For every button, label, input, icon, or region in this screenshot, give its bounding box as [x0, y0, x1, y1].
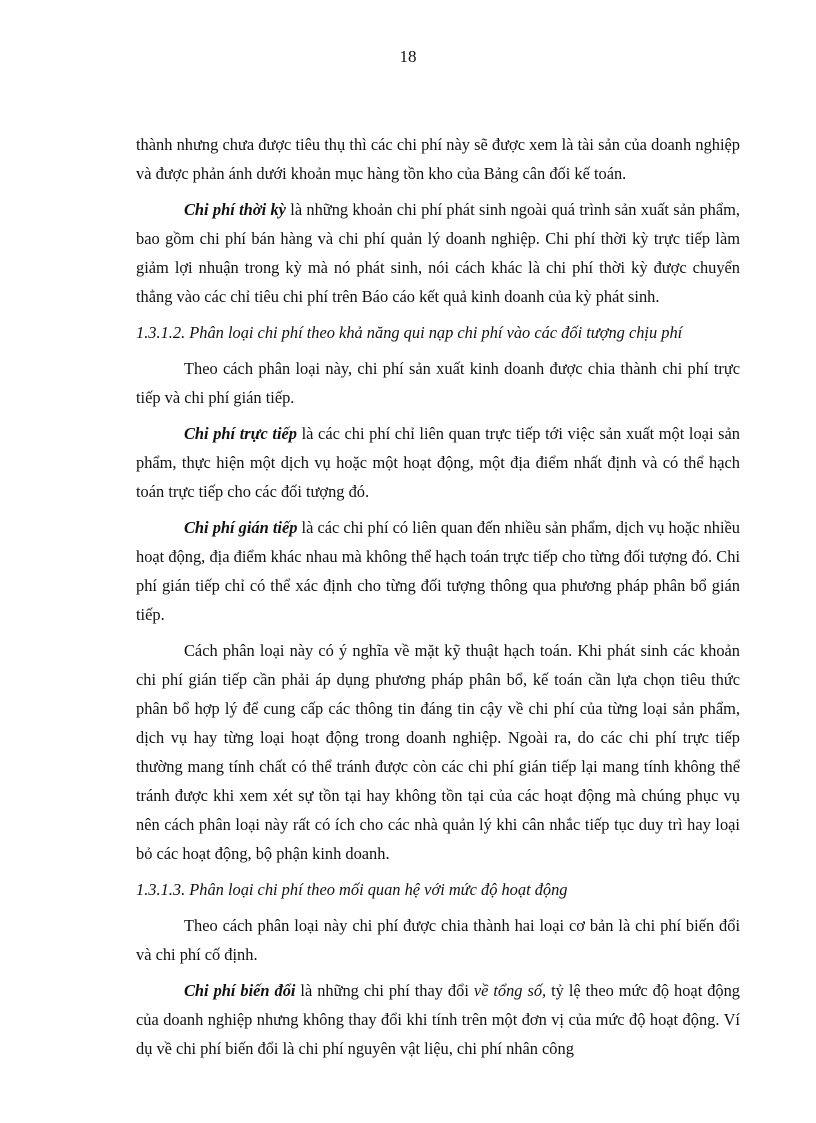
indirect-cost-definition: là các chi phí có liên quan đến nhiều sản phẩm, dịch vụ hoặc nhiều hoạt động, địa điểm khác nhau mà không thể hạch toán trực tiếp cho từng đối tượng đó. Chi phí gián tiếp chỉ có thể xác định cho từng đối tượng thông qua phương pháp phân bổ gián tiếp. — [136, 518, 740, 624]
term-indirect-cost: Chi phí gián tiếp — [184, 518, 298, 537]
page-number: 18 — [399, 47, 417, 66]
paragraph-indirect-cost — [136, 513, 740, 629]
variable-cost-text-a: là những chi phí thay đổi — [295, 981, 474, 1000]
term-period-cost: Chi phí thời kỳ — [184, 200, 286, 219]
variable-cost-text-b: tỷ lệ theo mức độ hoạt động của doanh nghiệp nhưng không thay đổi khi tính trên một đơn vị của mức độ hoạt động. Ví dụ về chi phí biến đổi là chi phí nguyên vật liệu, chi phí nhân công — [136, 981, 740, 1058]
paragraph-direct-cost — [136, 419, 740, 506]
paragraph-classification-meaning: Cách phân loại này có ý nghĩa về mặt kỹ thuật hạch toán. Khi phát sinh các khoản chi phí gián tiếp cần phải áp dụng phương pháp phân bổ, kế toán cần lựa chọn tiêu thức phân bổ hợp lý để cung cấp các thông tin đáng tin cậy về chi phí của từng loại sản phẩm, dịch vụ hay từng loại hoạt động trong doanh nghiệp. Ngoài ra, do các chi phí trực tiếp thường mang tính chất có thể tránh được còn các chi phí gián tiếp lại mang tính không thể tránh được khi xem xét sự tồn tại hay không tồn tại của các hoạt động mà chúng phục vụ nên cách phân loại này rất có ích cho các nhà quản lý khi cân nhắc tiếp tục duy trì hay loại bỏ các hoạt động, bộ phận kinh doanh. — [136, 641, 740, 863]
paragraph-continuation: thành nhưng chưa được tiêu thụ thì các chi phí này sẽ được xem là tài sản của doanh nghiệp và được phản ánh dưới khoản mục hàng tồn kho của Bảng cân đối kế toán. — [136, 135, 740, 183]
paragraph-variable-cost — [136, 976, 740, 1063]
section-heading-1-3-1-2: 1.3.1.2. Phân loại chi phí theo khả năng qui nạp chi phí vào các đối tượng chịu phí — [136, 323, 683, 342]
term-direct-cost: Chi phí trực tiếp — [184, 424, 297, 443]
paragraph-period-cost — [136, 195, 740, 311]
paragraph-classification-intro: Theo cách phân loại này, chi phí sản xuất kinh doanh được chia thành chi phí trực tiếp và chi phí gián tiếp. — [136, 359, 740, 407]
period-cost-definition: là những khoản chi phí phát sinh ngoài quá trình sản xuất sản phẩm, bao gồm chi phí bán hàng và chi phí quản lý doanh nghiệp. Chi phí thời kỳ trực tiếp làm giảm lợi nhuận trong kỳ mà nó phát sinh, nói cách khác là chi phí thời kỳ được chuyển thẳng vào các chỉ tiêu chi phí trên Báo cáo kết quả kinh doanh của kỳ phát sinh. — [136, 200, 740, 306]
direct-cost-definition: là các chi phí chỉ liên quan trực tiếp tới việc sản xuất một loại sản phẩm, thực hiện một dịch vụ hoặc một hoạt động, một địa điểm nhất định và có thể hạch toán trực tiếp cho các đối tượng đó. — [136, 424, 740, 501]
variable-cost-emphasis: về tổng số, — [473, 981, 547, 1000]
section-heading-1-3-1-3: 1.3.1.3. Phân loại chi phí theo mối quan hệ với mức độ hoạt động — [136, 880, 568, 899]
term-variable-cost: Chi phí biến đổi — [184, 981, 296, 1000]
paragraph-activity-intro: Theo cách phân loại này chi phí được chia thành hai loại cơ bản là chi phí biến đổi và chi phí cố định. — [136, 916, 740, 964]
page-body — [136, 130, 740, 1070]
